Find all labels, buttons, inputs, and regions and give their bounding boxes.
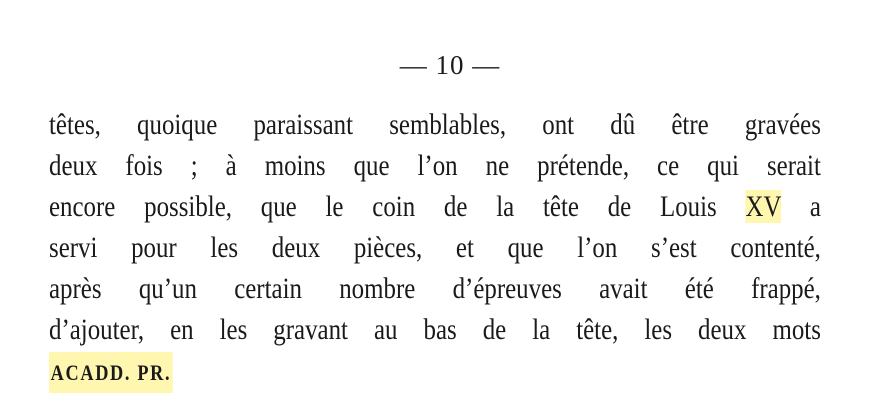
highlighted-final-word: ACADD. PR. xyxy=(49,352,173,393)
text-line-6: d’ajouter, en les gravant au bas de la tête, les deux mots xyxy=(49,313,821,346)
text-line-4: servi pour les deux pièces, et que l’on s’est contenté, xyxy=(49,231,821,264)
text-line-7 xyxy=(49,350,821,391)
text-line-5: après qu’un certain nombre d’épreuves avait été frappé, xyxy=(49,272,821,305)
text-line-1: têtes, quoique paraissant semblables, ont dû être gravées xyxy=(49,108,821,141)
body-text xyxy=(49,104,821,391)
highlighted-numeral: XV xyxy=(745,190,782,223)
text-line-3-end: a xyxy=(809,190,821,223)
text-line-2: deux fois ; à moins que l’on ne prétende, ce qui serait xyxy=(49,149,821,182)
page-number: — 10 — xyxy=(399,50,501,80)
text-line-3-start: encore possible, que le coin de la tête de Louis xyxy=(49,190,717,223)
text-line-3 xyxy=(49,186,821,227)
